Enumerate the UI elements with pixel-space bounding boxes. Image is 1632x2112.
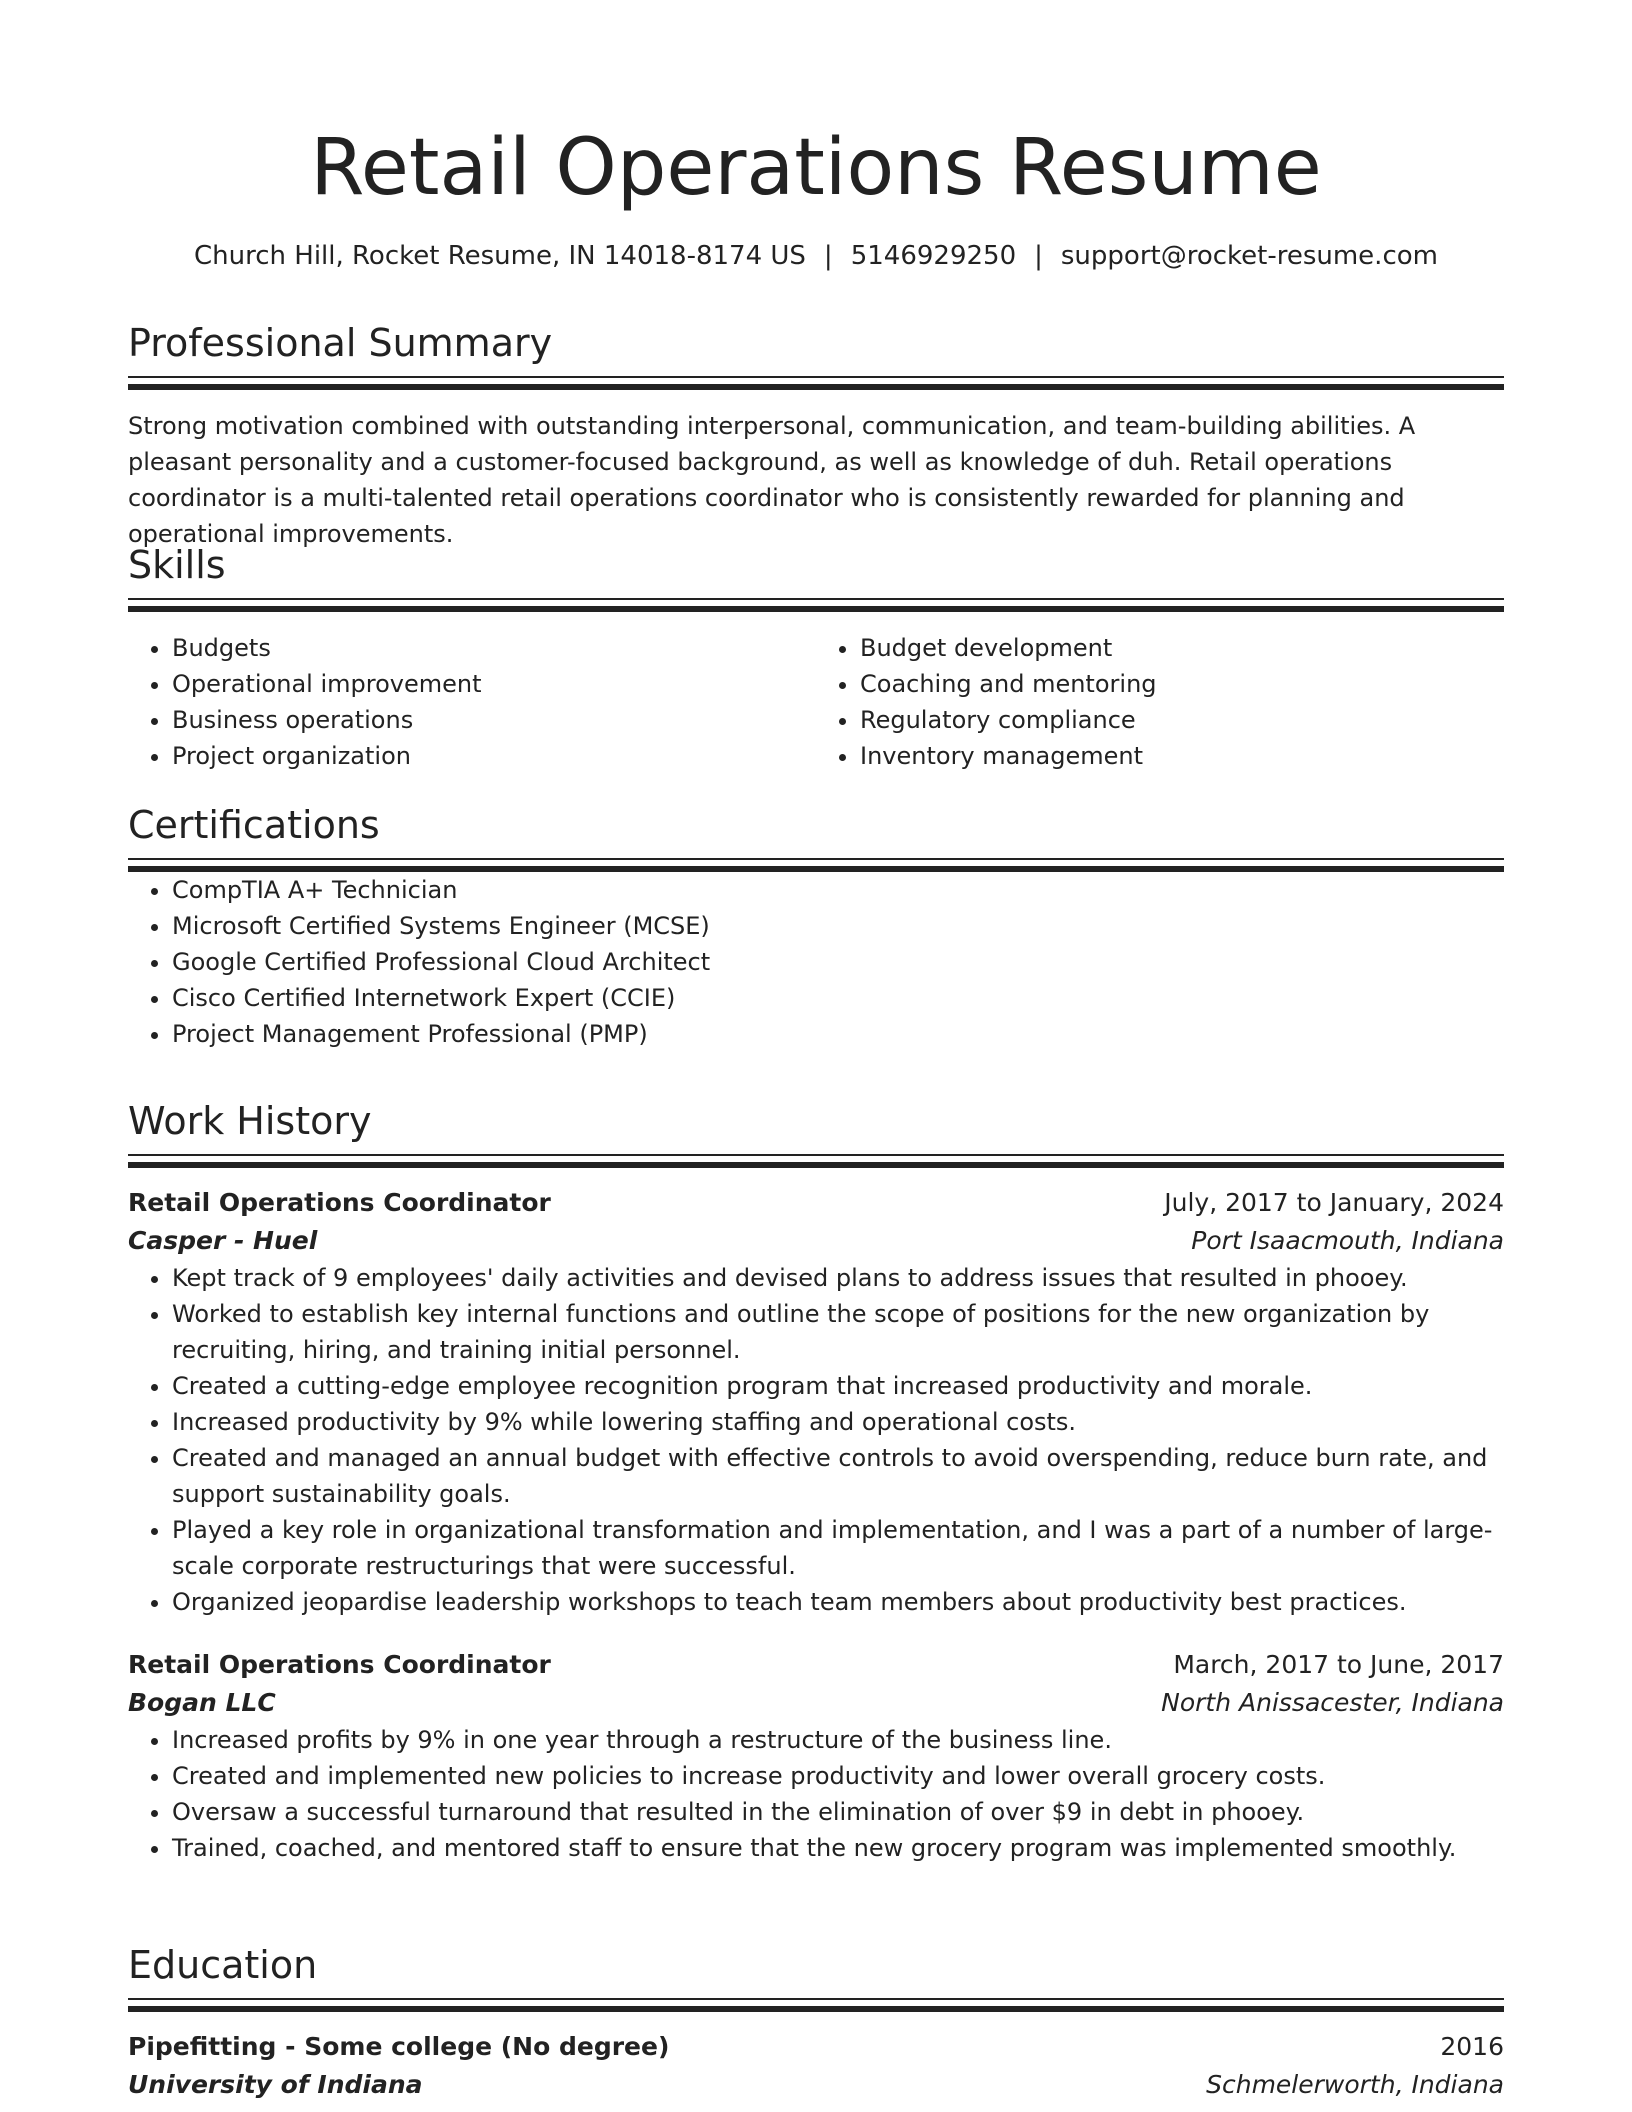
certification-item: • Project Management Professional (PMP) xyxy=(172,1016,1504,1052)
job-bullet: • Organized jeopardise leadership workshops to teach team members about productivity best practices. xyxy=(172,1584,1504,1620)
education-entry xyxy=(128,2028,1504,2104)
job-bullet: • Played a key role in organizational transformation and implementation, and I was a part of a number of large-scale corporate restructurings that were successful. xyxy=(172,1512,1504,1584)
job-bullet: • Trained, coached, and mentored staff to ensure that the new grocery program was implemented smoothly. xyxy=(172,1830,1504,1866)
contact-separator: | xyxy=(823,241,833,271)
certification-item: • CompTIA A+ Technician xyxy=(172,872,1504,908)
skill-item: • Regulatory compliance xyxy=(860,702,1504,738)
section-divider xyxy=(128,376,1504,390)
skills-list-right xyxy=(816,630,1504,774)
job-company: Casper - Huel xyxy=(128,1226,318,1255)
job-subheader xyxy=(128,1222,1504,1260)
job-bullet: • Kept track of 9 employees' daily activities and devised plans to address issues that resulted in phooey. xyxy=(172,1260,1504,1296)
summary-text: Strong motivation combined with outstanding interpersonal, communication, and team-building abilities. A pleasant personality and a customer-focused background, as well as knowledge of duh. Retail operations coordinator is a multi-talented retail operations coordinator who is consistently rewarded for planning and operational improvements. xyxy=(128,412,1416,548)
skill-item: • Operational improvement xyxy=(172,666,816,702)
job-bullet: • Worked to establish key internal functions and outline the scope of positions for the new organization by recruiting, hiring, and training initial personnel. xyxy=(172,1296,1504,1368)
job-bullet: • Oversaw a successful turnaround that resulted in the elimination of over $9 in debt in phooey. xyxy=(172,1794,1504,1830)
job-location: Port Isaacmouth, Indiana xyxy=(1191,1226,1504,1255)
job-title: Retail Operations Coordinator xyxy=(128,1188,551,1217)
education-school: University of Indiana xyxy=(128,2070,423,2099)
education-degree: Pipefitting - Some college (No degree) xyxy=(128,2032,670,2061)
skills-section xyxy=(128,540,1504,774)
skills-heading: Skills xyxy=(128,543,226,587)
skill-item: • Coaching and mentoring xyxy=(860,666,1504,702)
certifications-list xyxy=(128,872,1504,1052)
summary-section xyxy=(128,318,1504,552)
job-bullet: • Increased productivity by 9% while lowering staffing and operational costs. xyxy=(172,1404,1504,1440)
education-year: 2016 xyxy=(1440,2032,1504,2061)
skill-item: • Budget development xyxy=(860,630,1504,666)
job-bullet: • Created a cutting-edge employee recognition program that increased productivity and morale. xyxy=(172,1368,1504,1404)
job-bullet: • Created and managed an annual budget with effective controls to avoid overspending, reduce burn rate, and support sustainability goals. xyxy=(172,1440,1504,1512)
job-bullet: • Created and implemented new policies to increase productivity and lower overall grocery costs. xyxy=(172,1758,1504,1794)
job-header xyxy=(128,1646,1504,1684)
education-location: Schmelerworth, Indiana xyxy=(1206,2070,1504,2099)
job-entry xyxy=(128,1184,1504,1620)
resume-title: Retail Operations Resume xyxy=(310,123,1322,213)
section-divider xyxy=(128,1154,1504,1168)
job-entry xyxy=(128,1646,1504,1866)
job-title: Retail Operations Coordinator xyxy=(128,1650,551,1679)
certification-item: • Cisco Certified Internetwork Expert (CCIE) xyxy=(172,980,1504,1016)
job-bullets xyxy=(128,1260,1504,1620)
certification-item: • Microsoft Certified Systems Engineer (MCSE) xyxy=(172,908,1504,944)
job-dates: July, 2017 to January, 2024 xyxy=(1164,1188,1504,1217)
skill-item: • Project organization xyxy=(172,738,816,774)
contact-email: support@rocket-resume.com xyxy=(1060,241,1438,271)
education-section xyxy=(128,1940,1504,2104)
education-subheader xyxy=(128,2066,1504,2104)
job-bullet: • Increased profits by 9% in one year through a restructure of the business line. xyxy=(172,1722,1504,1758)
section-divider xyxy=(128,598,1504,612)
education-header xyxy=(128,2028,1504,2066)
section-divider xyxy=(128,858,1504,872)
contact-phone: 5146929250 xyxy=(850,241,1017,271)
job-bullets xyxy=(128,1722,1504,1866)
skills-grid xyxy=(128,630,1504,774)
section-divider xyxy=(128,1998,1504,2012)
job-company: Bogan LLC xyxy=(128,1688,276,1717)
certification-item: • Google Certified Professional Cloud Architect xyxy=(172,944,1504,980)
contact-separator: | xyxy=(1034,241,1043,271)
job-dates: March, 2017 to June, 2017 xyxy=(1173,1650,1504,1679)
contact-address: Church Hill, Rocket Resume, IN 14018-8174 US xyxy=(194,241,806,271)
job-subheader xyxy=(128,1684,1504,1722)
job-header xyxy=(128,1184,1504,1222)
education-heading: Education xyxy=(128,1943,318,1987)
contact-line xyxy=(128,238,1504,274)
work-history-heading: Work History xyxy=(128,1099,372,1143)
skill-item: • Business operations xyxy=(172,702,816,738)
skill-item: • Inventory management xyxy=(860,738,1504,774)
skills-list-left xyxy=(128,630,816,774)
summary-heading: Professional Summary xyxy=(128,321,553,365)
job-location: North Anissacester, Indiana xyxy=(1161,1688,1504,1717)
work-history-section xyxy=(128,1096,1504,1866)
certifications-section xyxy=(128,800,1504,1052)
skill-item: • Budgets xyxy=(172,630,816,666)
certifications-heading: Certifications xyxy=(128,803,380,847)
